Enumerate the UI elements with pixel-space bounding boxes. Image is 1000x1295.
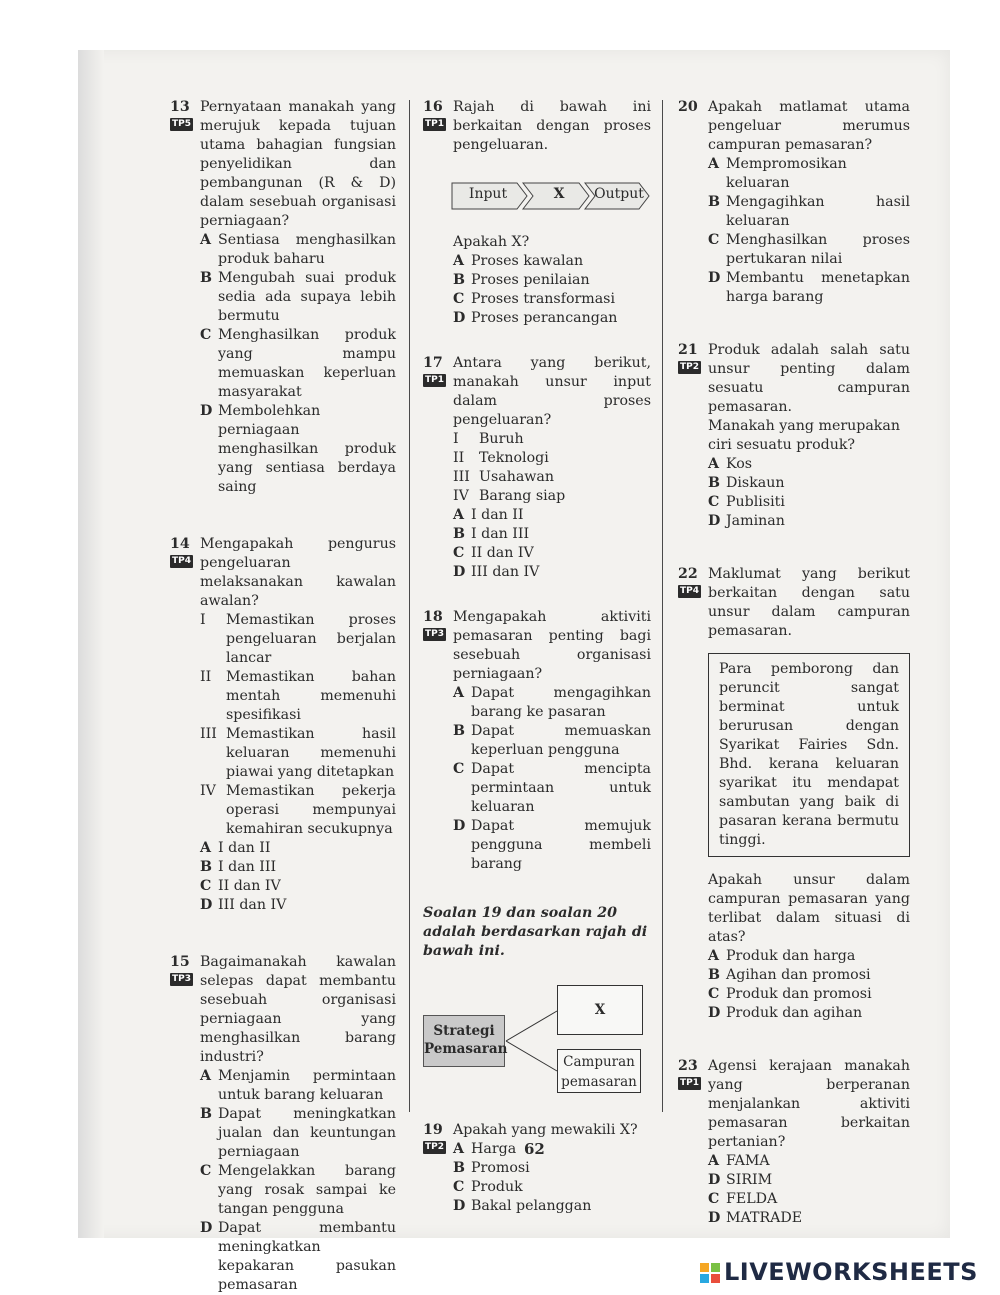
question-stem: Agensi kerajaan manakah yang berperanan menjalankan aktiviti pemasaran berkaitan pertanian? (708, 1058, 910, 1150)
answer-option[interactable]: B Mengagihkan hasil keluaran (708, 194, 910, 229)
question-prompt: Manakah yang merupakan ciri sesuatu produk? (708, 418, 900, 453)
question-stem: Antara yang berikut, manakah unsur input dalam proses pengeluaran? (453, 355, 651, 428)
tp-level-badge: TP1 (680, 1078, 699, 1088)
answer-option[interactable]: D Dapat memujuk pengguna membeli barang (453, 818, 651, 872)
answer-option[interactable]: C Proses transformasi (453, 291, 616, 307)
question-number: 17 (423, 355, 443, 371)
question-number: 19 (423, 1122, 443, 1138)
answer-option[interactable]: C Mengelakkan barang yang rosak sampai ke tangan pengguna (200, 1163, 396, 1217)
x-box: X (557, 985, 643, 1035)
question-22-options (678, 871, 910, 1023)
question-stem: Apakah yang mewakili X? (453, 1122, 638, 1138)
answer-option[interactable]: B I dan III (453, 526, 530, 542)
question-number: 15 (170, 954, 190, 970)
tp-level-badge: TP3 (172, 974, 191, 984)
statement-item: IV Barang siap (453, 488, 566, 504)
answer-option[interactable]: D MATRADE (708, 1210, 803, 1226)
answer-option[interactable]: D III dan IV (200, 897, 287, 913)
liveworksheets-logo (700, 1258, 978, 1286)
statement-item: II Memastikan bahan mentah memenuhi spesifikasi (200, 669, 396, 723)
question-21 (678, 341, 910, 531)
question-16-options (423, 233, 651, 328)
tp-level-badge: TP4 (172, 556, 191, 566)
question-stem: Bagaimanakah kawalan selepas dapat membantu sesebuah organisasi perniagaan yang menghasilkan barang industri? (200, 954, 396, 1065)
tp-level-badge: TP5 (172, 119, 191, 129)
question-23 (678, 1057, 910, 1228)
question-number: 21 (678, 342, 698, 358)
question-16 (423, 98, 651, 155)
answer-option[interactable]: C Menghasilkan proses pertukaran nilai (708, 232, 910, 267)
answer-option[interactable]: B Dapat meningkatkan jualan dan keuntungan perniagaan (200, 1106, 396, 1160)
question-prompt: Apakah unsur dalam campuran pemasaran yang terlibat dalam situasi di atas? (708, 872, 910, 945)
flow-input-label: Input (468, 186, 508, 202)
marketing-strategy-diagram (423, 979, 651, 1099)
page-spine-shadow (78, 50, 104, 1238)
question-number: 16 (423, 99, 443, 115)
answer-option[interactable]: B I dan III (200, 859, 277, 875)
answer-option[interactable]: B Proses penilaian (453, 272, 590, 288)
column-3 (678, 98, 910, 1228)
question-number: 20 (678, 99, 698, 115)
answer-option[interactable]: D Membantu menetapkan harga barang (708, 270, 910, 305)
column-divider-right (662, 100, 663, 1112)
tp-level-badge: TP1 (425, 119, 444, 129)
tp-level-badge: TP3 (425, 629, 444, 639)
answer-option[interactable]: C Publisiti (708, 494, 785, 510)
answer-option[interactable]: D Jaminan (708, 513, 785, 529)
question-18 (423, 608, 651, 874)
question-stem: Pernyataan manakah yang merujuk kepada tujuan utama bahagian fungsian penyelidikan dan pembangunan (R & D) dalam sesebuah organisasi perniagaan? (200, 99, 396, 229)
answer-option[interactable]: A I dan II (200, 840, 271, 856)
question-prompt: Apakah X? (453, 234, 530, 250)
answer-option[interactable]: A Kos (708, 456, 753, 472)
answer-option[interactable]: C II dan IV (453, 545, 534, 561)
question-number: 14 (170, 536, 190, 552)
answer-option[interactable]: D III dan IV (453, 564, 540, 580)
statement-item: III Usahawan (453, 469, 555, 485)
column-divider-left (409, 100, 410, 1112)
question-19 (423, 1121, 651, 1216)
answer-option[interactable]: D Membolehkan perniagaan menghasilkan produk yang sentiasa berdaya saing (200, 403, 396, 495)
strategy-box: Strategi Pemasaran (423, 1015, 505, 1067)
production-flow-diagram (451, 177, 651, 215)
answer-option[interactable]: B Agihan dan promosi (708, 967, 871, 983)
column-2 (423, 98, 651, 1216)
situation-box: Para pemborong dan peruncit sangat berminat untuk berurusan dengan Syarikat Fairies Sdn. Bhd. kerana keluaran syarikat itu mendapat sambutan yang baik di pasaran kerana bermutu tinggi. (708, 653, 910, 857)
question-stem: Mengapakah pengurus pengeluaran melaksanakan kawalan awalan? (200, 536, 396, 609)
column-1 (170, 98, 396, 1295)
question-stem: Rajah di bawah ini berkaitan dengan proses pengeluaran. (453, 99, 651, 153)
question-stem: Apakah matlamat utama pengeluar merumus campuran pemasaran? (708, 99, 910, 153)
question-stem: Produk adalah salah satu unsur penting dalam sesuatu campuran pemasaran. (708, 342, 910, 415)
answer-option[interactable]: C II dan IV (200, 878, 281, 894)
answer-option[interactable]: A FAMA (708, 1153, 770, 1169)
question-14 (170, 535, 396, 915)
answer-option[interactable]: B Dapat memuaskan keperluan pengguna (453, 723, 651, 758)
tp-level-badge: TP4 (680, 586, 699, 596)
brand-name: LIVEWORKSHEETS (724, 1258, 978, 1286)
answer-option[interactable]: C Menghasilkan produk yang mampu memuaskan keperluan masyarakat (200, 327, 396, 400)
flow-x-label: X (553, 186, 565, 202)
answer-option[interactable]: A Mempromosikan keluaran (708, 156, 847, 191)
statement-item: III Memastikan hasil keluaran memenuhi piawai yang ditetapkan (200, 726, 396, 780)
question-number: 22 (678, 566, 698, 582)
answer-option[interactable]: A Sentiasa menghasilkan produk baharu (200, 232, 396, 267)
liveworksheets-grid-icon (700, 1263, 720, 1283)
question-number: 13 (170, 99, 190, 115)
answer-option[interactable]: D Bakal pelanggan (453, 1198, 592, 1214)
answer-option[interactable]: A Harga (453, 1141, 517, 1157)
answer-option[interactable]: A Proses kawalan (453, 253, 584, 269)
answer-option[interactable]: C Produk (453, 1179, 523, 1195)
answer-option[interactable]: D Proses perancangan (453, 310, 618, 326)
question-stem: Maklumat yang berikut berkaitan dengan satu unsur dalam campuran pemasaran. (708, 566, 910, 639)
question-stem: Mengapakah aktiviti pemasaran penting bagi sesebuah organisasi perniagaan? (453, 609, 651, 682)
answer-option[interactable]: B Mengubah suai produk sedia ada supaya lebih bermutu (200, 270, 396, 324)
flow-output-label: Output (594, 186, 644, 202)
statement-item: I Memastikan proses pengeluaran berjalan lancar (200, 612, 396, 666)
reference-note: Soalan 19 dan soalan 20 adalah berdasarkan rajah di bawah ini. (423, 905, 648, 959)
question-20 (678, 98, 910, 307)
marketing-mix-box: Campuran pemasaran (557, 1049, 641, 1093)
tp-level-badge: TP2 (680, 362, 699, 372)
answer-option[interactable]: C FELDA (708, 1191, 778, 1207)
question-22 (678, 565, 910, 641)
page-number: 62 (524, 1140, 545, 1158)
answer-option[interactable]: D Dapat membantu meningkatkan kepakaran pasukan pemasaran (200, 1220, 396, 1293)
answer-option[interactable]: B Diskaun (708, 475, 785, 491)
question-13 (170, 98, 396, 497)
answer-option[interactable]: A Dapat mengagihkan barang ke pasaran (453, 685, 651, 720)
statement-item: II Teknologi (453, 450, 549, 466)
question-number: 18 (423, 609, 443, 625)
answer-option[interactable]: D Produk dan agihan (708, 1005, 863, 1021)
answer-option[interactable]: A I dan II (453, 507, 524, 523)
statement-item: IV Memastikan pekerja operasi mempunyai kemahiran secukupnya (200, 783, 396, 837)
answer-option[interactable]: A Menjamin permintaan untuk barang keluaran (200, 1068, 396, 1103)
question-number: 23 (678, 1058, 698, 1074)
answer-option[interactable]: D SIRIM (708, 1172, 773, 1188)
question-15 (170, 953, 396, 1295)
tp-level-badge: TP2 (425, 1142, 444, 1152)
statement-item: I Buruh (453, 431, 524, 447)
answer-option[interactable]: C Dapat mencipta permintaan untuk keluaran (453, 761, 651, 815)
tp-level-badge: TP1 (425, 375, 444, 385)
answer-option[interactable]: A Produk dan harga (708, 948, 856, 964)
answer-option[interactable]: B Promosi (453, 1160, 530, 1176)
question-17 (423, 354, 651, 582)
answer-option[interactable]: C Produk dan promosi (708, 986, 872, 1002)
